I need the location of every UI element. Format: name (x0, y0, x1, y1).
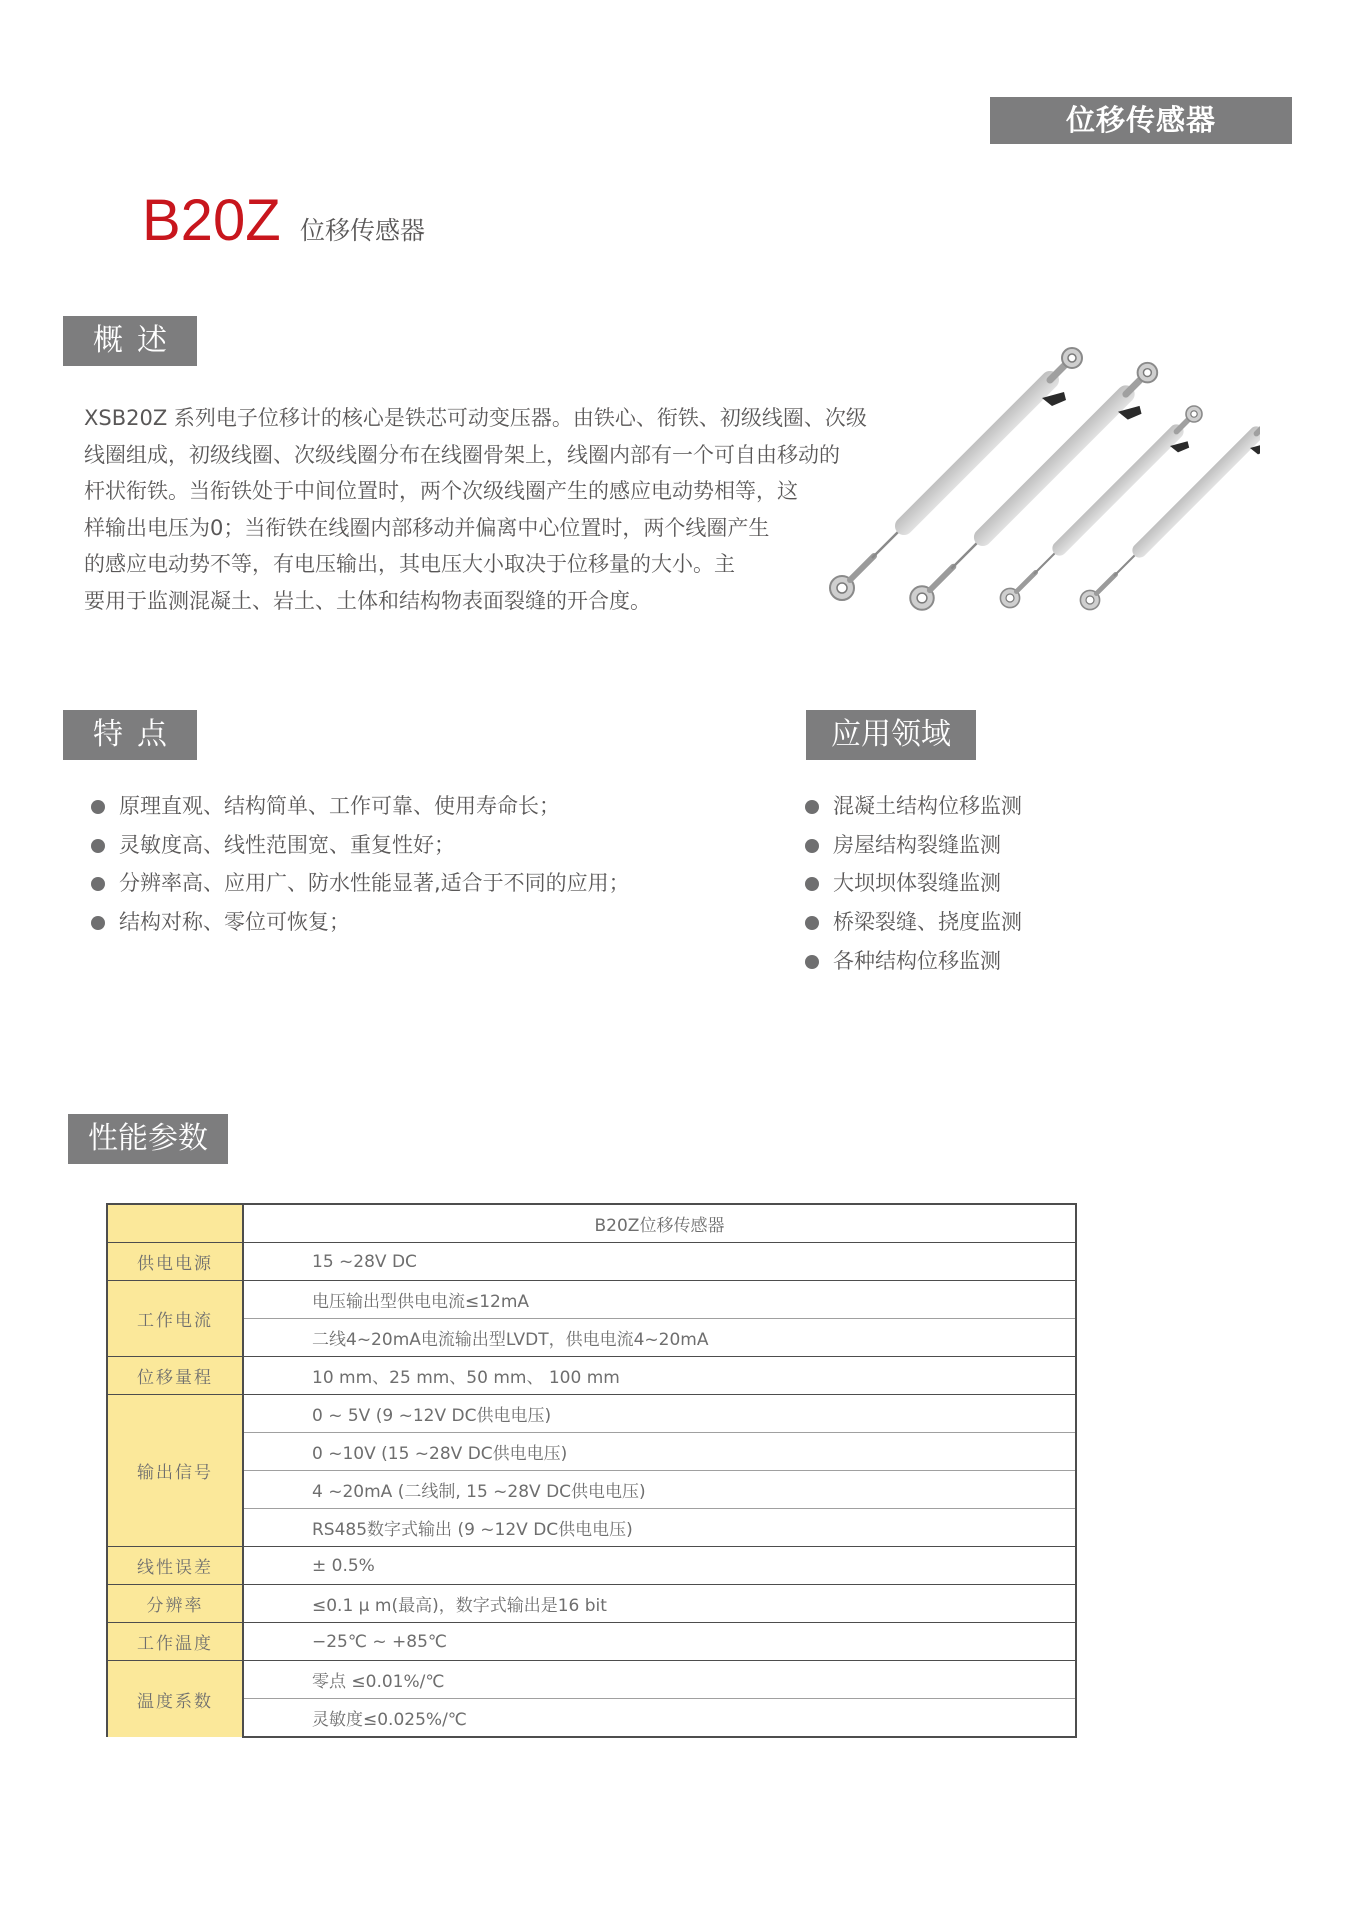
spec-value: 电压输出型供电电流≤12mA (243, 1281, 1076, 1319)
list-item: 混凝土结构位移监测 (802, 787, 1022, 826)
spec-label: 线性误差 (107, 1547, 243, 1585)
spec-value: 二线4~20mA电流输出型LVDT，供电电流4~20mA (243, 1319, 1076, 1357)
spec-value: 0 ~10V (15 ~28V DC供电电压) (243, 1433, 1076, 1471)
header-category-tag: 位移传感器 (990, 97, 1292, 144)
table-row (107, 1699, 1076, 1738)
table-row (107, 1357, 1076, 1395)
overview-line: 的感应电动势不等，有电压输出，其电压大小取决于位移量的大小。主 (84, 552, 735, 576)
list-item: 原理直观、结构简单、工作可靠、使用寿命长； (88, 787, 630, 826)
table-row (107, 1623, 1076, 1661)
table-row (107, 1395, 1076, 1433)
list-item: 分辨率高、应用广、防水性能显著,适合于不同的应用； (88, 864, 630, 903)
table-row (107, 1509, 1076, 1547)
bullet-dot-icon (805, 800, 819, 814)
bullet-dot-icon (91, 877, 105, 891)
section-overview-heading: 概述 (63, 316, 197, 366)
table-row (107, 1243, 1076, 1281)
spec-label: 温度系数 (107, 1661, 243, 1738)
spec-label: 工作电流 (107, 1281, 243, 1357)
bullet-dot-icon (91, 800, 105, 814)
spec-value: ± 0.5% (243, 1547, 1076, 1585)
table-row (107, 1547, 1076, 1585)
displacement-sensor-illustration (820, 322, 1260, 622)
bullet-dot-icon (805, 955, 819, 969)
table-row (107, 1319, 1076, 1357)
table-row (107, 1204, 1076, 1243)
bullet-dot-icon (91, 916, 105, 930)
table-row (107, 1433, 1076, 1471)
list-item: 结构对称、零位可恢复； (88, 903, 630, 942)
bullet-dot-icon (805, 916, 819, 930)
overview-line: XSB20Z 系列电子位移计的核心是铁芯可动变压器。由铁心、衔铁、初级线圈、次级 (84, 406, 867, 430)
spec-value: 15 ~28V DC (243, 1243, 1076, 1281)
spec-label: 位移量程 (107, 1357, 243, 1395)
table-corner-cell (107, 1204, 243, 1243)
spec-value: 10 mm、25 mm、50 mm、 100 mm (243, 1357, 1076, 1395)
applications-list (802, 787, 1022, 981)
spec-label: 输出信号 (107, 1395, 243, 1547)
section-applications-heading: 应用领域 (806, 710, 976, 760)
spec-value: 0 ~ 5V (9 ~12V DC供电电压) (243, 1395, 1076, 1433)
table-row (107, 1471, 1076, 1509)
bullet-dot-icon (805, 839, 819, 853)
table-row (107, 1281, 1076, 1319)
list-item: 房屋结构裂缝监测 (802, 826, 1022, 865)
features-list (88, 787, 630, 942)
spec-value: 4 ~20mA (二线制, 15 ~28V DC供电电压) (243, 1471, 1076, 1509)
spec-value: RS485数字式输出 (9 ~12V DC供电电压) (243, 1509, 1076, 1547)
list-item: 桥梁裂缝、挠度监测 (802, 903, 1022, 942)
list-item: 灵敏度高、线性范围宽、重复性好； (88, 826, 630, 865)
section-features-heading: 特点 (63, 710, 197, 760)
spec-value: 灵敏度≤0.025%/℃ (243, 1699, 1076, 1738)
section-parameters-heading: 性能参数 (68, 1114, 228, 1164)
spec-value: 零点 ≤0.01%/℃ (243, 1661, 1076, 1699)
spec-label: 供电电源 (107, 1243, 243, 1281)
bullet-dot-icon (91, 839, 105, 853)
overview-line: 样输出电压为0；当衔铁在线圈内部移动并偏离中心位置时，两个线圈产生 (84, 515, 770, 540)
list-item: 大坝坝体裂缝监测 (802, 864, 1022, 903)
table-header-cell: B20Z位移传感器 (243, 1204, 1076, 1243)
table-row (107, 1585, 1076, 1623)
list-item: 各种结构位移监测 (802, 942, 1022, 981)
specifications-table (106, 1203, 1077, 1738)
overview-line: 线圈组成，初级线圈、次级线圈分布在线圈骨架上，线圈内部有一个可自由移动的 (84, 442, 840, 467)
spec-label: 工作温度 (107, 1623, 243, 1661)
overview-line: 要用于监测混凝土、岩土、土体和结构物表面裂缝的开合度。 (84, 588, 651, 613)
spec-value: −25℃ ~ +85℃ (243, 1623, 1076, 1661)
bullet-dot-icon (805, 877, 819, 891)
product-name: 位移传感器 (300, 216, 426, 245)
overview-line: 杆状衔铁。当衔铁处于中间位置时，两个次级线圈产生的感应电动势相等，这 (84, 479, 798, 503)
table-row (107, 1661, 1076, 1699)
spec-value: ≤0.1 μ m(最高)，数字式输出是16 bit (243, 1585, 1076, 1623)
product-code: B20Z (142, 188, 281, 253)
spec-label: 分辨率 (107, 1585, 243, 1623)
